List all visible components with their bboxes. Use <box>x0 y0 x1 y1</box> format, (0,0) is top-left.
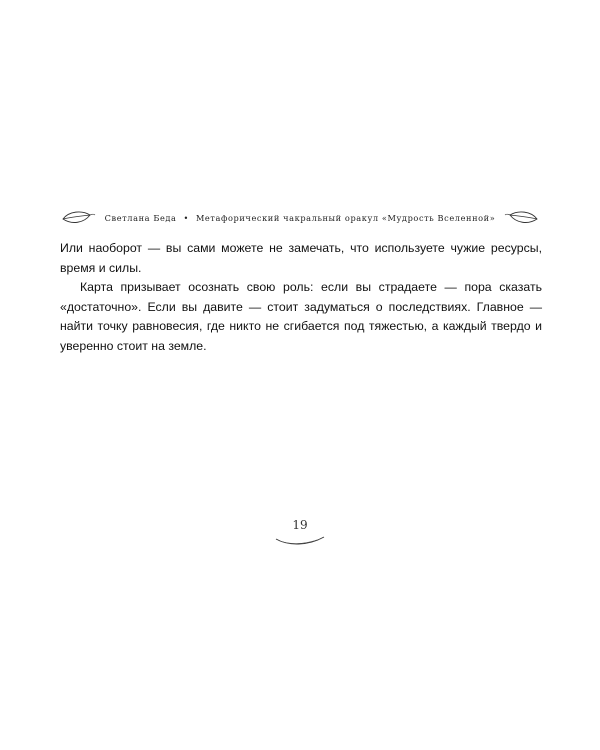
leaf-ornament-icon <box>60 209 96 227</box>
swoosh-ornament-icon <box>274 534 326 548</box>
running-head-text <box>96 213 504 223</box>
paragraph: Или наоборот — вы сами можете не замечать, что используете чужие ресурсы, время и силы. <box>60 241 542 275</box>
body-text <box>60 239 542 356</box>
page-number: 19 <box>292 518 308 532</box>
folio <box>250 518 350 548</box>
book-title: Метафорический чакральный оракул «Мудрость Вселенной» <box>195 213 496 223</box>
author-name: Светлана Беда <box>104 213 177 223</box>
running-head <box>60 208 540 228</box>
leaf-ornament-icon <box>504 209 540 227</box>
paragraph: Карта призывает осознать свою роль: если вы страдаете — пора сказать «достаточно». Если вы давите — стоит задуматься о последствиях. Главное — найти точку равновесия, где никто не сгибается под тяжестью, а каждый твердо и уверенно стоит на земле. <box>60 280 542 353</box>
separator-dot: • <box>183 213 189 223</box>
